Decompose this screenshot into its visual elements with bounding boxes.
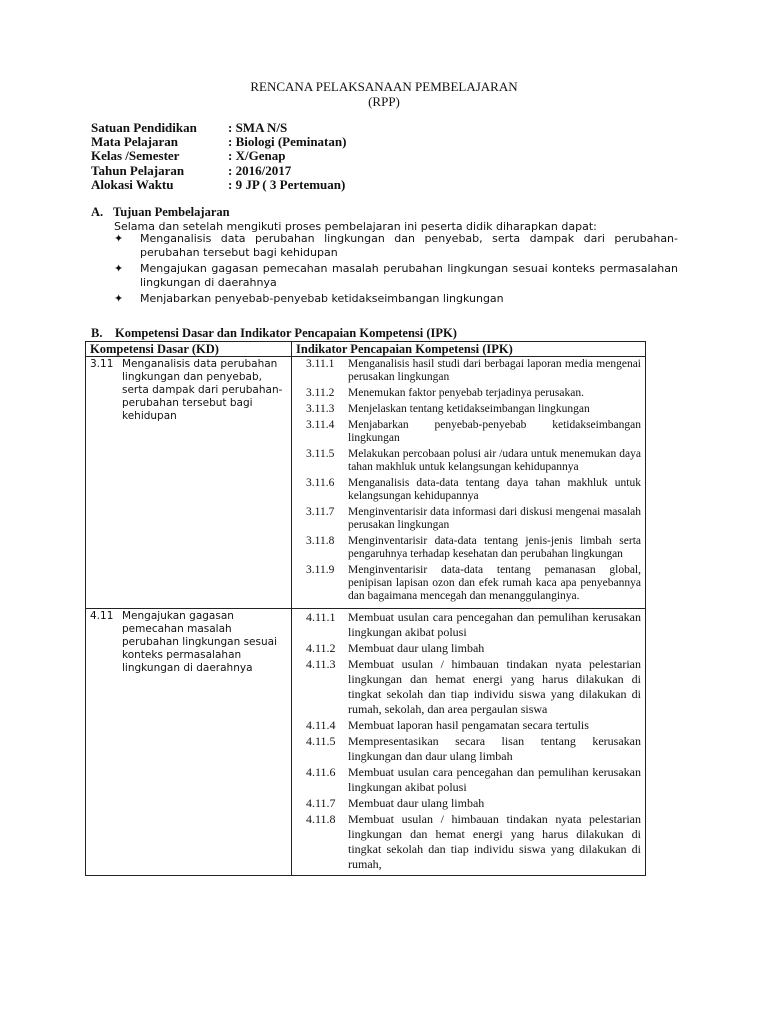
info-row bbox=[91, 121, 346, 135]
ipk-text: Membuat usulan cara pencegahan dan pemulihan kerusakan lingkungan akibat polusi bbox=[348, 765, 641, 794]
info-row bbox=[91, 135, 346, 149]
kd-text: Mengajukan gagasan pemecahan masalah perubahan lingkungan sesuai konteks permasalahan lingkungan di daerahnya bbox=[122, 610, 277, 674]
ipk-text: Membuat daur ulang limbah bbox=[348, 641, 485, 655]
ipk-cell bbox=[292, 609, 646, 876]
document-title: RENCANA PELAKSANAAN PEMBELAJARAN bbox=[250, 79, 518, 94]
ipk-item bbox=[296, 564, 641, 603]
ipk-text: Menginventarisir data informasi dari diskusi mengenai masalah perusakan lingkungan bbox=[348, 506, 641, 531]
ipk-code: 4.11.4 bbox=[306, 718, 336, 732]
ipk-text: Menjelaskan tentang ketidakseimbangan lingkungan bbox=[348, 403, 590, 415]
ipk-code: 3.11.3 bbox=[306, 403, 335, 415]
competency-table bbox=[85, 341, 646, 876]
ipk-item bbox=[296, 812, 641, 872]
goal-list bbox=[114, 232, 678, 308]
identity-block bbox=[91, 121, 346, 192]
ipk-list bbox=[292, 357, 645, 608]
column-header-kd: Kompetensi Dasar (KD) bbox=[86, 342, 292, 357]
ipk-text: Menganalisis data-data tentang daya tahan makhluk untuk kelangsungan kehidupannya bbox=[348, 477, 641, 502]
table-row bbox=[86, 609, 646, 876]
ipk-item bbox=[296, 718, 641, 733]
section-title: Tujuan Pembelajaran bbox=[113, 205, 230, 219]
ipk-code: 3.11.6 bbox=[306, 477, 335, 489]
ipk-text: Menginventarisir data-data tentang pemanasan global, penipisan lapisan ozon dan efek rumah kaca apa penyebannya dan bagaimana mencegah dan menanggulanginya. bbox=[348, 564, 641, 602]
ipk-text: Menganalisis hasil studi dari berbagai laporan media mengenai perusakan lingkungan bbox=[348, 358, 641, 383]
document-subtitle: (RPP) bbox=[368, 94, 400, 109]
ipk-item bbox=[296, 796, 641, 811]
ipk-item bbox=[296, 506, 641, 532]
goal-text: Menjabarkan penyebab-penyebab ketidakseimbangan lingkungan bbox=[140, 292, 504, 305]
ipk-item bbox=[296, 535, 641, 561]
info-row bbox=[91, 149, 346, 163]
ipk-text: Menjabarkan penyebab-penyebab ketidakseimbangan lingkungan bbox=[348, 419, 641, 444]
ipk-text: Menemukan faktor penyebab terjadinya perusakan. bbox=[348, 387, 584, 399]
star-bullet-icon: ✦ bbox=[114, 232, 124, 245]
ipk-item bbox=[296, 403, 641, 416]
info-value: : Biologi (Peminatan) bbox=[228, 134, 347, 150]
column-header-ipk: Indikator Pencapaian Kompetensi (IPK) bbox=[292, 342, 646, 357]
ipk-text: Membuat laporan hasil pengamatan secara tertulis bbox=[348, 718, 589, 732]
star-bullet-icon: ✦ bbox=[114, 262, 124, 275]
ipk-code: 3.11.8 bbox=[306, 535, 335, 547]
info-label: Tahun Pelajaran bbox=[91, 162, 185, 178]
ipk-code: 3.11.9 bbox=[306, 564, 335, 576]
goal-text: Mengajukan gagasan pemecahan masalah perubahan lingkungan sesuai konteks permasalahan lingkungan di daerahnya bbox=[140, 262, 678, 289]
ipk-item bbox=[296, 610, 641, 640]
list-item bbox=[114, 262, 678, 290]
info-row bbox=[91, 178, 346, 192]
ipk-item bbox=[296, 734, 641, 764]
section-letter: A. bbox=[91, 205, 104, 219]
ipk-item bbox=[296, 448, 641, 474]
ipk-code: 3.11.4 bbox=[306, 419, 335, 431]
kd-item bbox=[86, 609, 291, 675]
table-row bbox=[86, 357, 646, 609]
ipk-text: Membuat daur ulang limbah bbox=[348, 796, 485, 810]
ipk-text: Membuat usulan / himbauan tindakan nyata pelestarian lingkungan dan hemat energi yang harus dilakukan di tingkat sekolah dan tiap individu siswa yang dilakukan di rumah, bbox=[348, 812, 641, 871]
ipk-code: 4.11.6 bbox=[306, 765, 336, 779]
list-item bbox=[114, 292, 678, 306]
ipk-cell bbox=[292, 357, 646, 609]
ipk-item bbox=[296, 387, 641, 400]
info-value: : 2016/2017 bbox=[228, 162, 292, 178]
kd-code: 4.11 bbox=[90, 610, 114, 622]
info-label: Kelas /Semester bbox=[91, 148, 180, 164]
ipk-list bbox=[292, 609, 645, 875]
ipk-item bbox=[296, 419, 641, 445]
section-letter: B. bbox=[91, 326, 103, 340]
star-bullet-icon: ✦ bbox=[114, 292, 124, 305]
table-header-row bbox=[86, 342, 646, 357]
list-item bbox=[114, 232, 678, 260]
ipk-code: 4.11.7 bbox=[306, 796, 336, 810]
ipk-code: 3.11.5 bbox=[306, 448, 335, 460]
ipk-code: 4.11.3 bbox=[306, 657, 336, 671]
ipk-item bbox=[296, 477, 641, 503]
kd-text: Menganalisis data perubahan lingkungan dan penyebab, serta dampak dari perubahan-perubahan tersebut bagi kehidupan bbox=[122, 358, 283, 422]
info-value: : SMA N/S bbox=[228, 120, 288, 135]
ipk-code: 3.11.2 bbox=[306, 387, 335, 399]
ipk-code: 4.11.5 bbox=[306, 734, 336, 748]
ipk-item bbox=[296, 657, 641, 717]
ipk-code: 4.11.2 bbox=[306, 641, 336, 655]
kd-item bbox=[86, 357, 291, 423]
kd-cell bbox=[86, 609, 292, 876]
ipk-item bbox=[296, 641, 641, 656]
ipk-code: 3.11.7 bbox=[306, 506, 335, 518]
section-title: Kompetensi Dasar dan Indikator Pencapaian Kompetensi (IPK) bbox=[115, 326, 457, 340]
ipk-code: 4.11.8 bbox=[306, 812, 336, 826]
info-label: Alokasi Waktu bbox=[91, 176, 174, 192]
kd-code: 3.11 bbox=[90, 358, 114, 370]
ipk-item bbox=[296, 358, 641, 384]
ipk-text: Membuat usulan / himbauan tindakan nyata pelestarian lingkungan dan hemat energi yang harus dilakukan di tingkat sekolah dan tiap individu siswa yang dilakukan di rumah, sekolah, dan area pergaulan siswa bbox=[348, 657, 641, 716]
section-b-heading bbox=[91, 326, 457, 341]
info-label: Mata Pelajaran bbox=[91, 134, 179, 150]
info-value: : X/Genap bbox=[228, 148, 286, 164]
section-a-intro: Selama dan setelah mengikuti proses pembelajaran ini peserta didik diharapkan dapat: bbox=[114, 220, 597, 233]
info-row bbox=[91, 164, 346, 178]
kd-cell bbox=[86, 357, 292, 609]
info-value: : 9 JP ( 3 Pertemuan) bbox=[228, 176, 346, 192]
section-a-heading bbox=[91, 205, 230, 220]
ipk-text: Mempresentasikan secara lisan tentang kerusakan lingkungan dan daur ulang limbah bbox=[348, 734, 641, 763]
ipk-text: Melakukan percobaan polusi air /udara untuk menemukan daya tahan makhluk untuk kelangsungan kehidupannya bbox=[348, 448, 641, 473]
ipk-text: Membuat usulan cara pencegahan dan pemulihan kerusakan lingkungan akibat polusi bbox=[348, 610, 641, 639]
info-label: Satuan Pendidikan bbox=[91, 120, 197, 135]
goal-text: Menganalisis data perubahan lingkungan dan penyebab, serta dampak dari perubahan-perubahan tersebut bagi kehidupan bbox=[140, 232, 678, 259]
ipk-code: 3.11.1 bbox=[306, 358, 335, 370]
ipk-code: 4.11.1 bbox=[306, 610, 336, 624]
ipk-text: Menginventarisir data-data tentang jenis-jenis limbah serta pengaruhnya terhadap kesehatan dan perubahan lingkungan bbox=[348, 535, 641, 560]
ipk-item bbox=[296, 765, 641, 795]
